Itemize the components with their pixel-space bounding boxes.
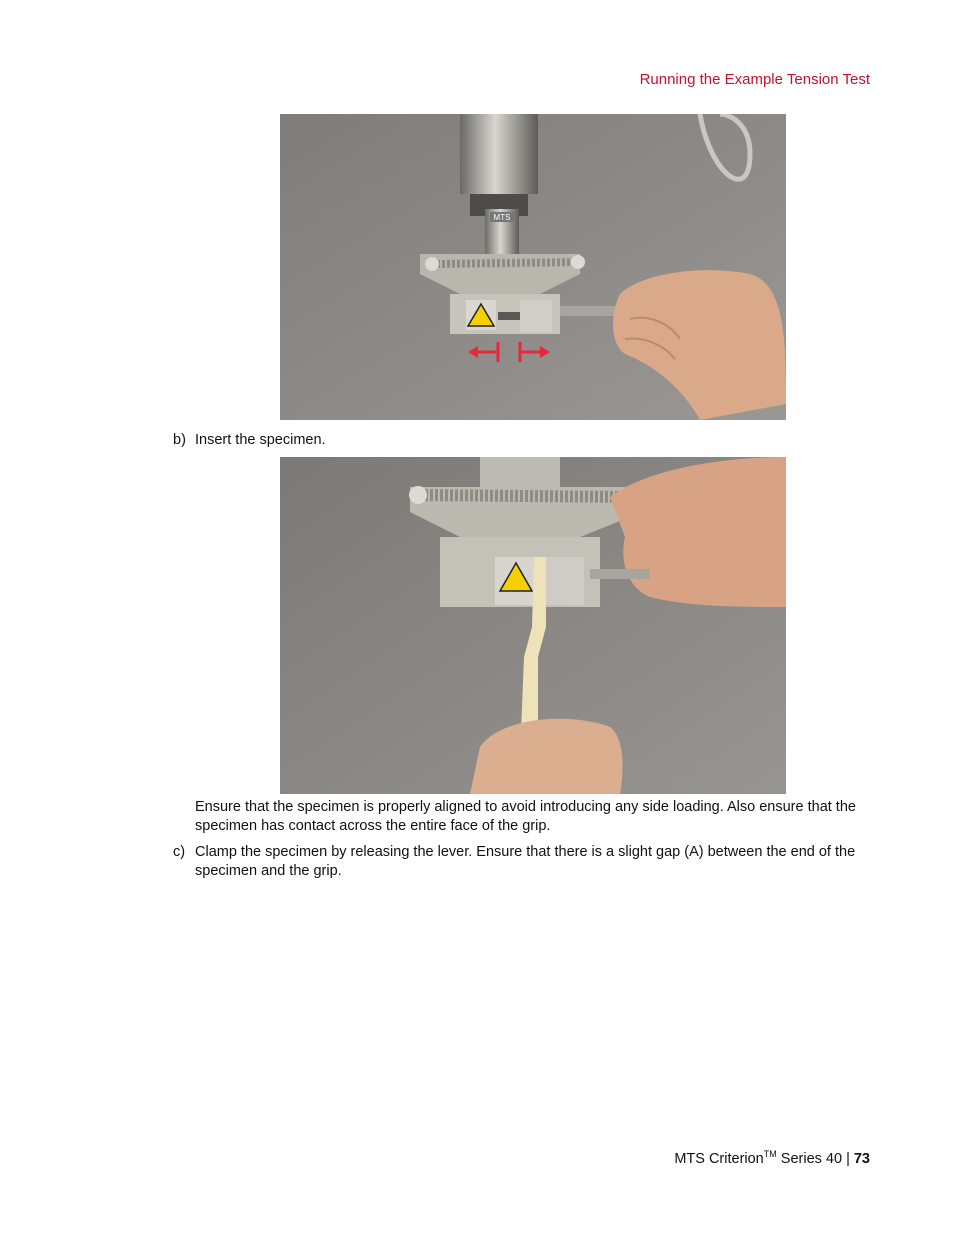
section-header: Running the Example Tension Test: [639, 71, 870, 88]
insert-specimen-illustration: [280, 457, 786, 794]
footer-trademark: TM: [763, 1149, 777, 1159]
figure-insert-specimen-photo: [280, 457, 786, 794]
footer-product: MTS Criterion: [674, 1151, 764, 1167]
grip-open-illustration: [280, 114, 786, 420]
figure-grip-open-photo: [280, 114, 786, 420]
footer-series: Series 40 |: [776, 1151, 854, 1167]
page-footer: [674, 1149, 870, 1167]
step-c-label: c): [173, 844, 186, 860]
page-number: 73: [853, 1151, 870, 1167]
alignment-note: Ensure that the specimen is properly aligned to avoid introducing any side loading. Also ensure that the specimen has contact across the entire face of the grip.: [195, 799, 856, 834]
step-b-label: b): [173, 432, 186, 448]
mts-logo-text: MTS: [493, 213, 511, 222]
step-b-text: Insert the specimen.: [195, 432, 326, 448]
step-c-text: Clamp the specimen by releasing the lever. Ensure that there is a slight gap (A) between the end of the specimen and the grip.: [195, 844, 856, 879]
